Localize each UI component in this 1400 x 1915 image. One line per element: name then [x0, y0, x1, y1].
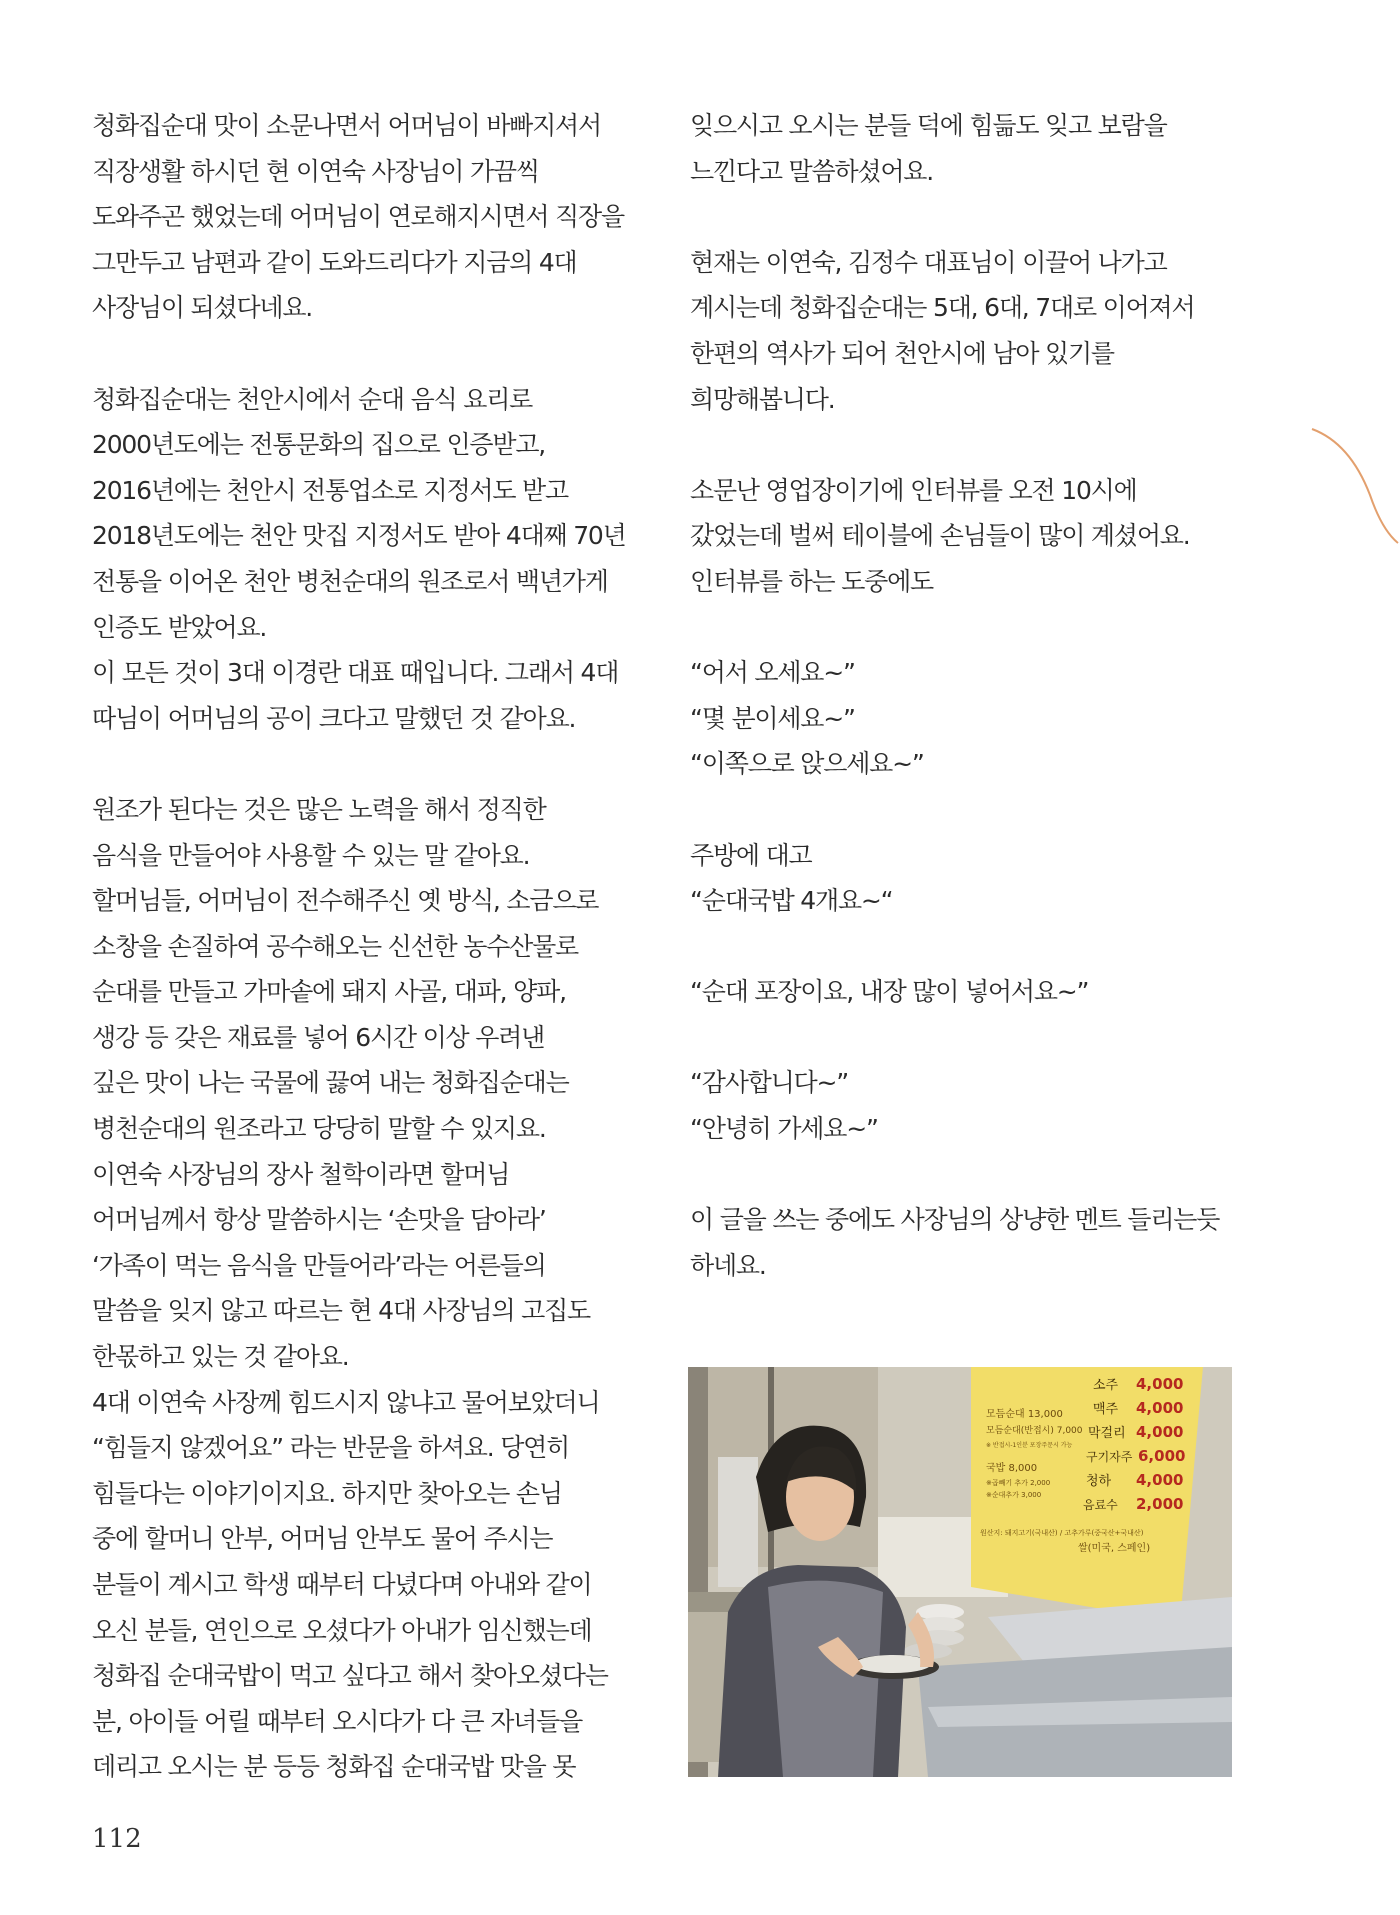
text-line: “몇 분이세요~”	[690, 703, 855, 733]
text-line: 청화집순대 맛이 소문나면서 어머님이 바빠지셔서	[92, 111, 601, 140]
text-line: 사장님이 되셨다네요.	[92, 293, 313, 323]
paragraph	[690, 103, 1260, 194]
menu-item-text: ※ 반접시-1인분 포장주문시 가능	[986, 1442, 1073, 1449]
text-line: 느낀다고 말씀하셨어요.	[690, 156, 933, 186]
drink-name: 막걸리	[1088, 1426, 1126, 1441]
text-line: 이연숙 사장님의 장사 철학이라면 할머님	[92, 1159, 510, 1189]
paragraph	[690, 468, 1260, 605]
drink-price: 4,000	[1136, 1399, 1184, 1417]
menu-item-text: 모듬순대(반접시) 7,000	[986, 1426, 1083, 1436]
text-line: 주방에 대고	[690, 840, 812, 870]
text-line: 4대 이연숙 사장께 힘드시지 않냐고 물어보았더니	[92, 1387, 600, 1417]
text-line: 현재는 이연숙, 김정수 대표님이 이끌어 나가고	[690, 247, 1167, 277]
text-line: 희망해봅니다.	[690, 384, 835, 414]
paragraph	[92, 377, 652, 742]
paragraph	[92, 103, 652, 331]
text-line: 힘들다는 이야기이지요. 하지만 찾아오는 손님	[92, 1478, 562, 1508]
text-line: 분, 아이들 어릴 때부터 오시다가 다 큰 자녀들을	[92, 1706, 583, 1736]
text-line: 오신 분들, 연인으로 오셨다가 아내가 임신했는데	[92, 1615, 592, 1645]
menu-item-text: 모듬순대 13,000	[986, 1409, 1063, 1420]
text-line: 청화집 순대국밥이 먹고 싶다고 해서 찾아오셨다는	[92, 1661, 608, 1691]
left-text-column	[92, 103, 652, 1790]
drink-name: 맥주	[1093, 1402, 1119, 1417]
text-line: 청화집순대는 천안시에서 순대 음식 요리로	[92, 384, 533, 414]
text-line: 중에 할머니 안부, 어머님 안부도 물어 주시는	[92, 1524, 553, 1554]
text-line: 전통을 이어온 천안 병천순대의 원조로서 백년가게	[92, 566, 608, 596]
text-line: 따님이 어머님의 공이 크다고 말했던 것 같아요.	[92, 703, 576, 733]
menu-board	[971, 1367, 1203, 1622]
text-line: 잊으시고 오시는 분들 덕에 힘듦도 잊고 보람을	[690, 111, 1167, 140]
photo-illustration	[688, 1367, 1232, 1777]
text-line: “어서 오세요~”	[690, 658, 855, 688]
text-line: “순대 포장이요, 내장 많이 넣어서요~”	[690, 977, 1089, 1007]
text-line: 하네요.	[690, 1250, 766, 1280]
text-line: 말씀을 잊지 않고 따르는 현 4대 사장님의 고집도	[92, 1296, 590, 1326]
text-line: 데리고 오시는 분 등등 청화집 순대국밥 맛을 못	[92, 1752, 576, 1782]
text-line: “이쪽으로 앉으세요~”	[690, 749, 924, 779]
menu-item-text: ※순대추가 3,000	[986, 1491, 1042, 1499]
page-number: 112	[92, 1824, 142, 1854]
drink-price: 4,000	[1136, 1423, 1184, 1441]
paragraph	[690, 1060, 1260, 1151]
text-line: 소문난 영업장이기에 인터뷰를 오전 10시에	[690, 475, 1137, 505]
text-line: 분들이 계시고 학생 때부터 다녔다며 아내와 같이	[92, 1570, 592, 1599]
paragraph	[690, 833, 1260, 924]
text-line: 원조가 된다는 것은 많은 노력을 해서 정직한	[92, 794, 546, 824]
text-line: 2016년에는 천안시 전통업소로 지정서도 받고	[92, 475, 568, 505]
paragraph	[92, 787, 652, 1790]
drink-price: 4,000	[1136, 1375, 1184, 1393]
curve-line	[1312, 429, 1398, 543]
paragraph	[690, 650, 1260, 787]
text-line: 이 모든 것이 3대 이경란 대표 때입니다. 그래서 4대	[92, 658, 619, 688]
text-line: 도와주곤 했었는데 어머님이 연로해지시면서 직장을	[92, 202, 624, 232]
text-line: 인터뷰를 하는 도중에도	[690, 566, 933, 596]
drink-name: 청하	[1086, 1474, 1112, 1489]
text-line: 이 글을 쓰는 중에도 사장님의 상냥한 멘트 들리는듯	[690, 1205, 1220, 1235]
text-line: ‘가족이 먹는 음식을 만들어라’라는 어른들의	[92, 1250, 546, 1280]
text-line: 2000년도에는 전통문화의 집으로 인증받고,	[92, 430, 546, 460]
paragraph	[690, 1197, 1260, 1288]
text-line: 소창을 손질하여 공수해오는 신선한 농수산물로	[92, 931, 578, 961]
text-line: 한몫하고 있는 것 같아요.	[92, 1342, 349, 1372]
text-line: 그만두고 남편과 같이 도와드리다가 지금의 4대	[92, 247, 577, 277]
menu-item-text: 국밥 8,000	[986, 1463, 1038, 1474]
origin-text: 쌀(미국, 스페인)	[1078, 1543, 1151, 1554]
drink-price: 2,000	[1136, 1495, 1184, 1513]
text-line: 갔었는데 벌써 테이블에 손님들이 많이 계셨어요.	[690, 521, 1190, 551]
text-line: 순대를 만들고 가마솥에 돼지 사골, 대파, 양파,	[92, 977, 566, 1007]
drink-price: 4,000	[1136, 1471, 1184, 1489]
paragraph	[690, 969, 1260, 1015]
drink-name: 구기자주	[1086, 1450, 1133, 1464]
text-line: 직장생활 하시던 현 이연숙 사장님이 가끔씩	[92, 156, 539, 186]
text-line: “힘들지 않겠어요” 라는 반문을 하셔요. 당연히	[92, 1433, 570, 1463]
text-line: 어머님께서 항상 말씀하시는 ‘손맛을 담아라’	[92, 1205, 546, 1235]
restaurant-photo	[688, 1367, 1232, 1777]
text-line: 한편의 역사가 되어 천안시에 남아 있기를	[690, 338, 1114, 368]
text-line: 병천순대의 원조라고 당당히 말할 수 있지요.	[92, 1114, 546, 1144]
menu-item-text: ※곱빼기 추가 2,000	[986, 1479, 1051, 1487]
text-line: 깊은 맛이 나는 국물에 끓여 내는 청화집순대는	[92, 1068, 569, 1098]
drink-name: 소주	[1093, 1378, 1119, 1393]
drink-name: 음료수	[1083, 1498, 1118, 1512]
text-line: 생강 등 갖은 재료를 넣어 6시간 이상 우려낸	[92, 1022, 545, 1052]
text-line: 2018년도에는 천안 맛집 지정서도 받아 4대째 70년	[92, 521, 626, 551]
text-line: 인증도 받았어요.	[92, 612, 267, 642]
drink-price: 6,000	[1138, 1447, 1186, 1465]
right-text-column	[690, 103, 1260, 1288]
text-line: “안녕히 가세요~”	[690, 1114, 878, 1144]
decorative-curve	[1310, 425, 1400, 555]
text-line: 음식을 만들어야 사용할 수 있는 말 같아요.	[92, 840, 530, 870]
text-line: “감사합니다~”	[690, 1068, 849, 1098]
paragraph	[690, 240, 1260, 422]
text-line: 계시는데 청화집순대는 5대, 6대, 7대로 이어져서	[690, 293, 1195, 323]
text-line: 할머님들, 어머님이 전수해주신 옛 방식, 소금으로	[92, 886, 599, 916]
text-line: “순대국밥 4개요~“	[690, 886, 893, 916]
origin-text: 원산지: 돼지고기(국내산) / 고추가루(중국산+국내산)	[980, 1529, 1144, 1537]
